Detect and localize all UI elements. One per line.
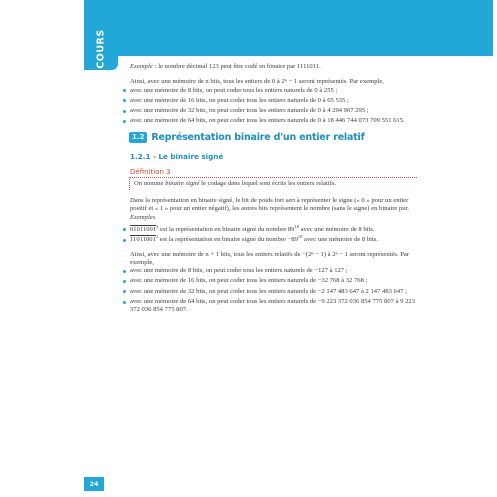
page-number: 24 (84, 477, 104, 491)
examples-list (130, 223, 417, 245)
list-item: avec une mémoire de 32 bits, on peut coder tous les entiers naturels de −2 147 483 647 à 2 147 483 647 ; (123, 288, 417, 296)
unsigned-range-list (130, 87, 417, 126)
list-item: avec une mémoire de 8 bits, on peut coder tous les entiers naturels de 0 à 255 ; (123, 87, 417, 95)
signed-range-list (130, 267, 417, 314)
list-item: avec une mémoire de 64 bits, on peut coder tous les entiers naturels de −9 223 372 036 854 775 807 à 9 223 372 036 854 775 807. (123, 298, 417, 315)
list-item: 01011001$^2$ est la représentation en binaire signé du nombre $89^{10}$ avec une mémoire de 8 bits. (123, 226, 417, 234)
definition-text: On nomme binaire signé le codage dans lequel sont écrits les entiers relatifs. (134, 179, 337, 187)
ranges-paragraph: Ainsi, avec une mémoire de n + 1 bits, tous les entiers relatifs de −(2ⁿ − 1) à 2ⁿ − 1 seront représentés. Par exemple, (130, 250, 410, 266)
explanation-paragraph: Dans la représentation en binaire signé, le bit de poids fort sert à représenter le signe (« 0 » pour un entier positif et « 1 » pour un entier négatif), les autres bits représentent le nombre (sans le signe) en binaire pur. (130, 197, 410, 213)
example-text: le nombre décimal 123 peut être codé en binaire par 1111011. (156, 63, 321, 70)
section-number: 1.2 (129, 132, 147, 143)
cours-label: COURS (95, 29, 107, 69)
bit-string: 11011001 (130, 236, 156, 244)
examples-label: Exemples (130, 213, 156, 221)
example-label: Exemple : (130, 63, 157, 70)
cours-badge (84, 28, 118, 70)
section-heading (129, 132, 417, 143)
header-tab (84, 0, 493, 56)
intro-paragraph: Ainsi, avec une mémoire de n bits, tous les entiers de 0 à 2ⁿ − 1 seront représentés. Par exemple, (130, 78, 384, 86)
list-item: 11011001$^2$ est la représentation en binaire signé du nombre $-89^{10}$ avec une mémoire de 8 bits. (123, 236, 417, 244)
list-item: avec une mémoire de 16 bits, on peut coder tous les entiers naturels de −32 768 à 32 768 ; (123, 277, 417, 285)
section-title: Représentation binaire d'un entier relatif (151, 131, 365, 143)
list-item: avec une mémoire de 8 bits, on peut coder tous les entiers naturels de −127 à 127 ; (123, 267, 417, 275)
list-item: avec une mémoire de 64 bits, on peut coder tous les entiers naturels de 0 à 18 446 744 073 709 551 615. (123, 117, 417, 125)
list-item: avec une mémoire de 16 bits, on peut coder tous les entiers naturels de 0 à 65 535 ; (123, 97, 417, 105)
subsection-title: 1.2.1 - Le binaire signé (130, 151, 224, 161)
example-line (130, 63, 417, 71)
bit-string: 01011001 (130, 225, 157, 233)
definition-box (129, 177, 417, 190)
definition-label: Définition 3 (130, 167, 171, 176)
definition-term: binaire signé (165, 179, 200, 187)
page-content (130, 63, 417, 317)
list-item: avec une mémoire de 32 bits, on peut coder tous les entiers naturels de 0 à 4 294 967 295 ; (123, 107, 417, 115)
